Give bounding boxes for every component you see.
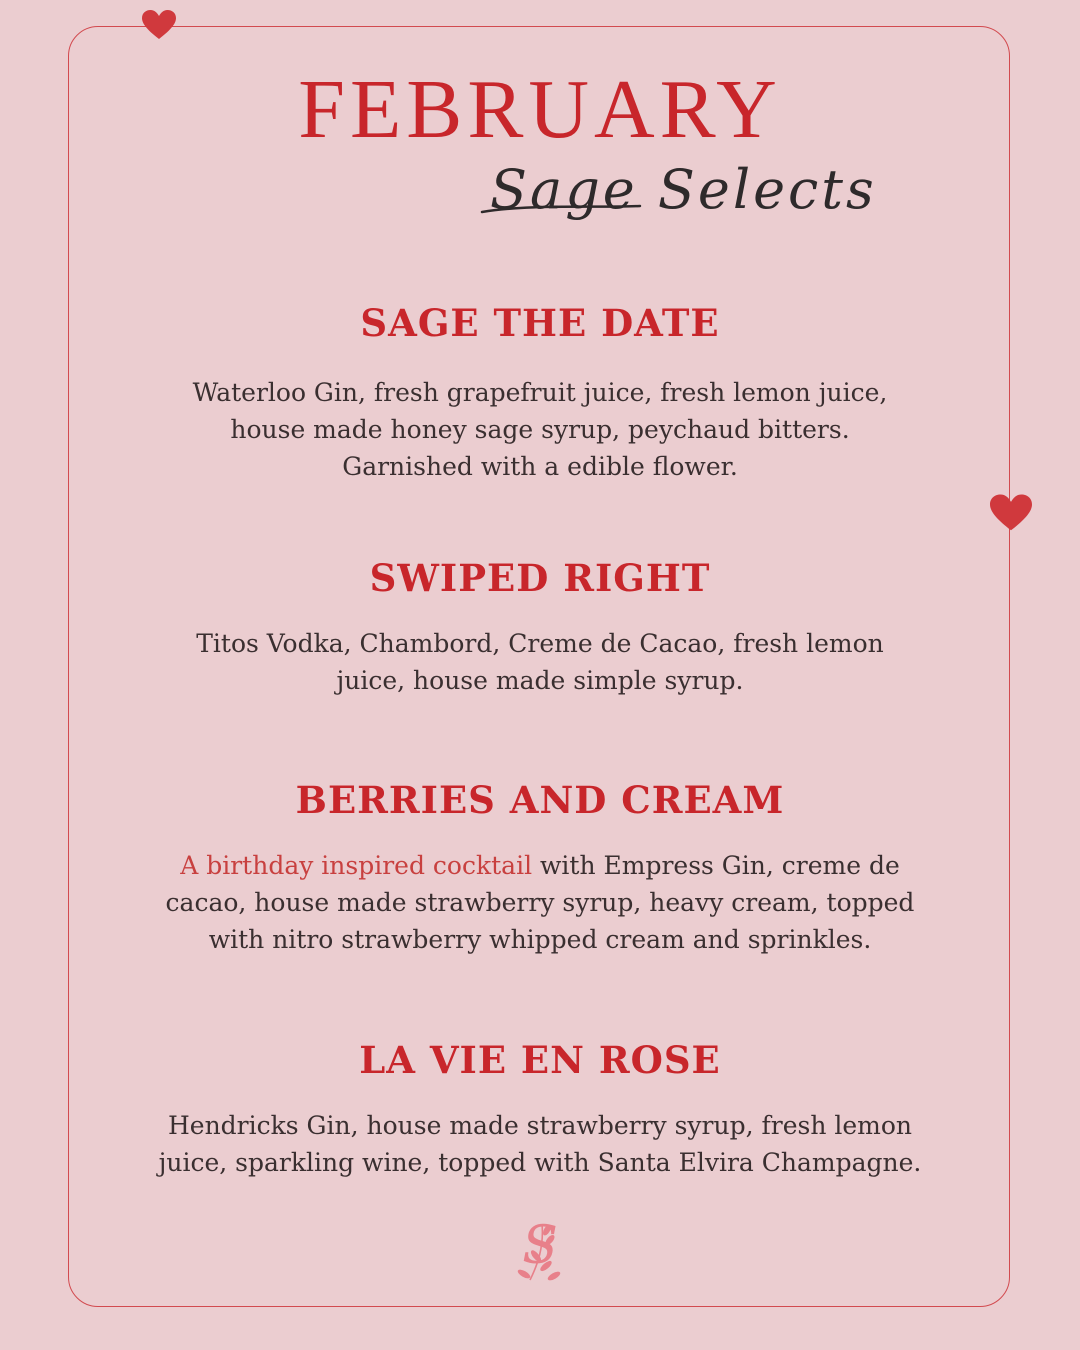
heart-icon bbox=[142, 10, 176, 40]
desc-line: with nitro strawberry whipped cream and sprinkles. bbox=[208, 925, 872, 954]
item-description bbox=[120, 374, 960, 485]
item-description bbox=[100, 1107, 980, 1181]
desc-accent: A birthday inspired cocktail bbox=[180, 851, 533, 880]
menu-item bbox=[120, 301, 960, 485]
item-name: SWIPED RIGHT bbox=[369, 556, 711, 600]
desc-line: Garnished with a edible flower. bbox=[342, 452, 738, 481]
desc-line: with Empress Gin, creme de bbox=[532, 851, 900, 880]
desc-line: cacao, house made strawberry syrup, heavy cream, topped bbox=[165, 888, 915, 917]
item-description bbox=[120, 625, 960, 699]
item-name: LA VIE EN ROSE bbox=[359, 1038, 721, 1082]
logo-letter: S bbox=[522, 1216, 558, 1276]
item-name: SAGE THE DATE bbox=[360, 301, 720, 345]
desc-line: juice, house made simple syrup. bbox=[336, 666, 744, 695]
desc-line: Titos Vodka, Chambord, Creme de Cacao, fresh lemon bbox=[196, 629, 884, 658]
desc-line: house made honey sage syrup, peychaud bitters. bbox=[230, 415, 850, 444]
item-description bbox=[100, 847, 980, 958]
menu-item bbox=[120, 556, 960, 699]
desc-line: Waterloo Gin, fresh grapefruit juice, fresh lemon juice, bbox=[192, 378, 888, 407]
page-title: FEBRUARY bbox=[298, 63, 782, 156]
subtitle-text: Sage Selects bbox=[490, 158, 877, 221]
desc-line: juice, sparkling wine, topped with Santa Elvira Champagne. bbox=[158, 1148, 922, 1177]
menu-item bbox=[100, 778, 980, 958]
logo bbox=[510, 1216, 570, 1286]
script-subtitle bbox=[470, 150, 890, 260]
item-name: BERRIES AND CREAM bbox=[295, 778, 785, 822]
heart-icon bbox=[990, 494, 1032, 532]
menu-item bbox=[100, 1038, 980, 1181]
desc-line: Hendricks Gin, house made strawberry syrup, fresh lemon bbox=[167, 1111, 913, 1140]
